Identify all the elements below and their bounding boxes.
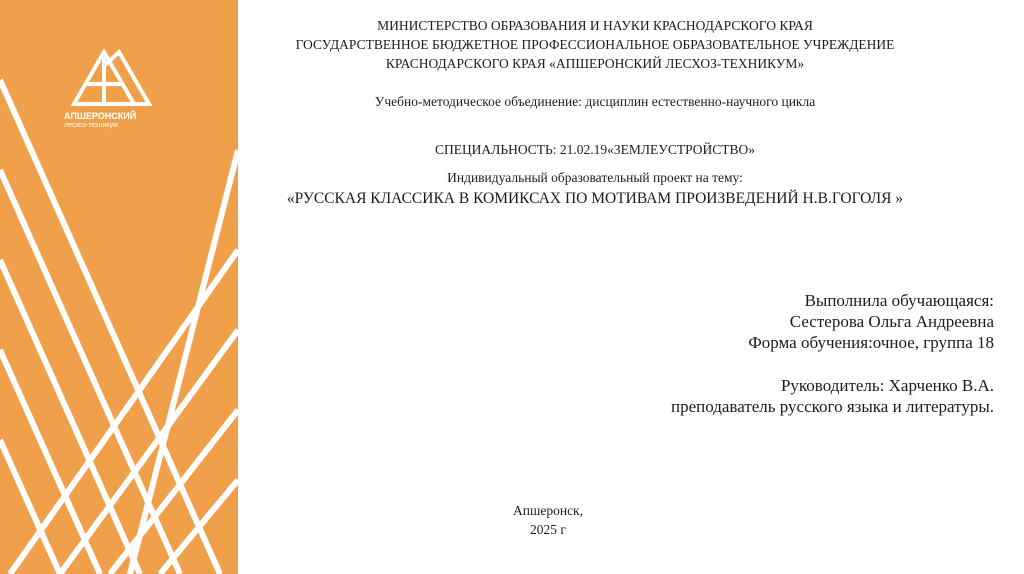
supervisor-role: преподаватель русского языка и литературы.: [670, 397, 994, 416]
footer-city: Апшеронск,: [512, 503, 583, 518]
logo-caption-line2: лесхоз-техникум: [64, 122, 118, 129]
footer-year: 2025 г: [530, 522, 566, 537]
header-institution: ГОСУДАРСТВЕННОЕ БЮДЖЕТНОЕ ПРОФЕССИОНАЛЬНОЕ ОБРАЗОВАТЕЛЬНОЕ УЧРЕЖДЕНИЕ: [295, 37, 895, 52]
student-name: Сестерова Ольга Андреевна: [789, 312, 994, 331]
author-block: [671, 290, 994, 417]
methodical-association: Учебно-методическое объединение: дисциплин естественно-научного цикла: [374, 94, 816, 109]
institution-header: [238, 16, 952, 73]
project-title: «РУССКАЯ КЛАССИКА В КОМИКСАХ ПО МОТИВАМ ПРОИЗВЕДЕНИЙ Н.В.ГОГОЛЯ »: [286, 190, 904, 207]
logo-caption-line1: АПШЕРОНСКИЙ: [64, 111, 137, 121]
project-intro: Индивидуальный образовательный проект на тему:: [447, 170, 743, 185]
study-form: Форма обучения:очное, группа 18: [748, 333, 994, 352]
footer: [238, 501, 858, 539]
performed-by-label: Выполнила обучающаяся:: [804, 291, 994, 310]
supervisor: Руководитель: Харченко В.А.: [780, 376, 994, 395]
header-ministry: МИНИСТЕРСТВО ОБРАЗОВАНИЯ И НАУКИ КРАСНОДАРСКОГО КРАЯ: [377, 18, 813, 33]
specialty: СПЕЦИАЛЬНОСТЬ: 21.02.19«ЗЕМЛЕУСТРОЙСТВО»: [434, 142, 756, 157]
header-institution-name: КРАСНОДАРСКОГО КРАЯ «АПШЕРОНСКИЙ ЛЕСХОЗ-ТЕХНИКУМ»: [385, 56, 805, 71]
logo-caption: [64, 112, 174, 130]
decorative-side-panel: [0, 0, 238, 574]
